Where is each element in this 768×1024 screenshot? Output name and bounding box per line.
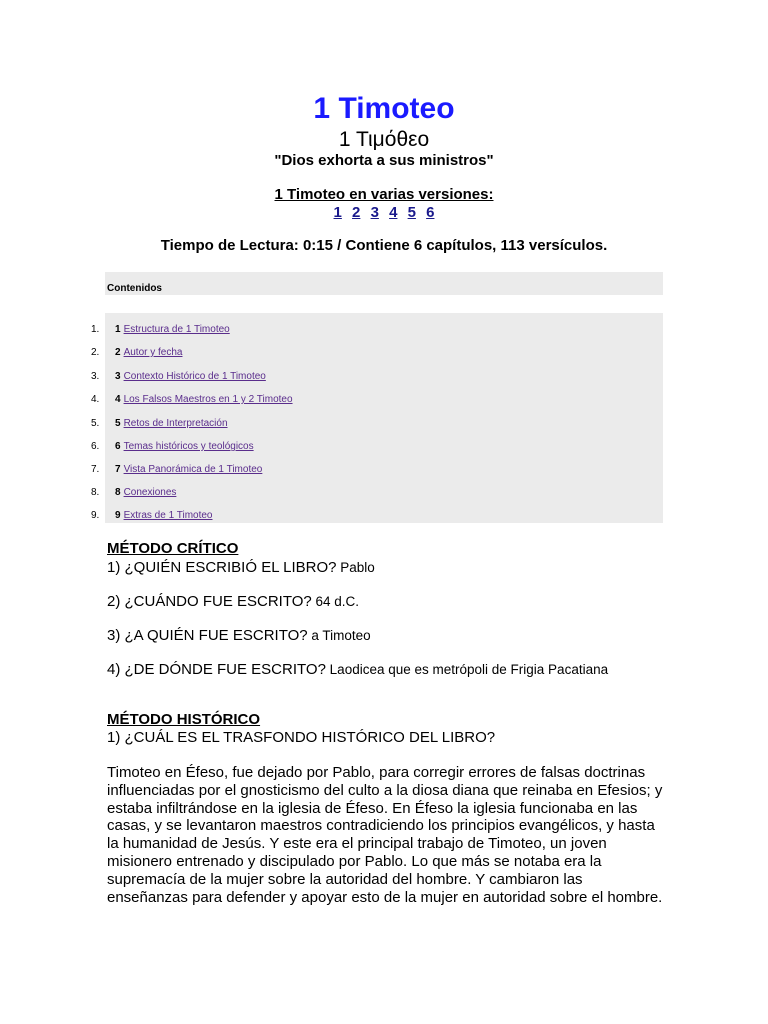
toc-item-index: 4.	[91, 394, 100, 405]
question-text: 3) ¿A QUIÉN FUE ESCRITO?	[107, 627, 308, 644]
question-text: 2) ¿CUÁNDO FUE ESCRITO?	[107, 593, 312, 610]
toc-item-index: 2.	[91, 347, 100, 358]
toc-item-number: 4	[115, 394, 121, 405]
question-line	[107, 627, 371, 645]
metodo-critico-heading: MÉTODO CRÍTICO	[107, 540, 239, 557]
toc-item-index: 6.	[91, 441, 100, 452]
toc-link-falsos-maestros[interactable]: Los Falsos Maestros en 1 y 2 Timoteo	[123, 394, 293, 405]
question-line	[107, 661, 608, 679]
version-link-6[interactable]: 6	[426, 204, 435, 221]
toc-link-contexto[interactable]: Contexto Histórico de 1 Timoteo	[123, 371, 266, 382]
toc-link-temas[interactable]: Temas históricos y teológicos	[123, 441, 254, 452]
reading-time: Tiempo de Lectura: 0:15 / Contiene 6 capítulos, 113 versículos.	[160, 237, 608, 254]
answer-text: Laodicea que es metrópoli de Frigia Pacatiana	[325, 662, 609, 677]
version-links	[0, 203, 768, 223]
toc-item-index: 7.	[91, 464, 100, 475]
toc-item-index: 1.	[91, 324, 100, 335]
toc-title: Contenidos	[107, 283, 162, 294]
question-text: 1) ¿QUIÉN ESCRIBIÓ EL LIBRO?	[107, 559, 337, 576]
toc-item-number: 8	[115, 487, 121, 498]
toc-item-number: 5	[115, 418, 121, 429]
version-link-1[interactable]: 1	[333, 204, 342, 221]
subtitle: "Dios exhorta a sus ministros"	[274, 152, 494, 169]
toc-item-number: 7	[115, 464, 121, 475]
toc-item-number: 3	[115, 371, 121, 382]
toc-link-retos[interactable]: Retos de Interpretación	[123, 418, 228, 429]
version-link-3[interactable]: 3	[370, 204, 379, 221]
greek-title: 1 Τιμόθεο	[338, 128, 430, 151]
toc-item-number: 9	[115, 510, 121, 521]
toc-link-conexiones[interactable]: Conexiones	[123, 487, 177, 498]
version-link-5[interactable]: 5	[407, 204, 416, 221]
toc-item-number: 2	[115, 347, 121, 358]
version-link-4[interactable]: 4	[389, 204, 398, 221]
toc-item-index: 3.	[91, 371, 100, 382]
toc-list	[91, 313, 663, 523]
answer-text: 64 d.C.	[311, 594, 360, 609]
body-paragraph: Timoteo en Éfeso, fue dejado por Pablo, para corregir errores de falsas doctrinas influenciadas por el gnosticismo del culto a la diosa diana que reinaba en Efesios; y estaba infiltrándose en la iglesia de Éfeso. En Éfeso la iglesia funcionaba en las casas, y se levantaron maestros contradiciendo los principios evangélicos, y hasta la humanidad de Jesús. Y este era el principal trabajo de Timoteo, un joven misionero entrenado y discipulado por Pablo. Lo que más se notaba era la supremacía de la mujer sobre la autoridad del hombre. Y cambiaron las enseñanzas para defender y apoyar esto de la mujer en autoridad sobre el hombre.	[107, 764, 663, 906]
answer-text: Pablo	[336, 560, 375, 575]
version-link-2[interactable]: 2	[352, 204, 361, 221]
question-line: 1) ¿CUÁL ES EL TRASFONDO HISTÓRICO DEL LIBRO?	[107, 729, 496, 746]
toc-item-index: 9.	[91, 510, 100, 521]
toc-header	[105, 272, 663, 295]
toc-item-number: 6	[115, 441, 121, 452]
metodo-historico-heading: MÉTODO HISTÓRICO	[107, 711, 261, 728]
question-text: 4) ¿DE DÓNDE FUE ESCRITO?	[107, 661, 326, 678]
answer-text: a Timoteo	[307, 628, 371, 643]
page-title: 1 Timoteo	[313, 92, 455, 125]
toc-item-index: 5.	[91, 418, 100, 429]
toc-item-index: 8.	[91, 487, 100, 498]
toc-item-number: 1	[115, 324, 121, 335]
toc-link-extras[interactable]: Extras de 1 Timoteo	[123, 510, 213, 521]
question-line	[107, 559, 375, 577]
versions-heading: 1 Timoteo en varias versiones:	[274, 186, 494, 203]
question-line	[107, 593, 359, 611]
toc-link-estructura[interactable]: Estructura de 1 Timoteo	[123, 324, 230, 335]
toc-link-autor[interactable]: Autor y fecha	[123, 347, 183, 358]
toc-link-vista[interactable]: Vista Panorámica de 1 Timoteo	[123, 464, 263, 475]
